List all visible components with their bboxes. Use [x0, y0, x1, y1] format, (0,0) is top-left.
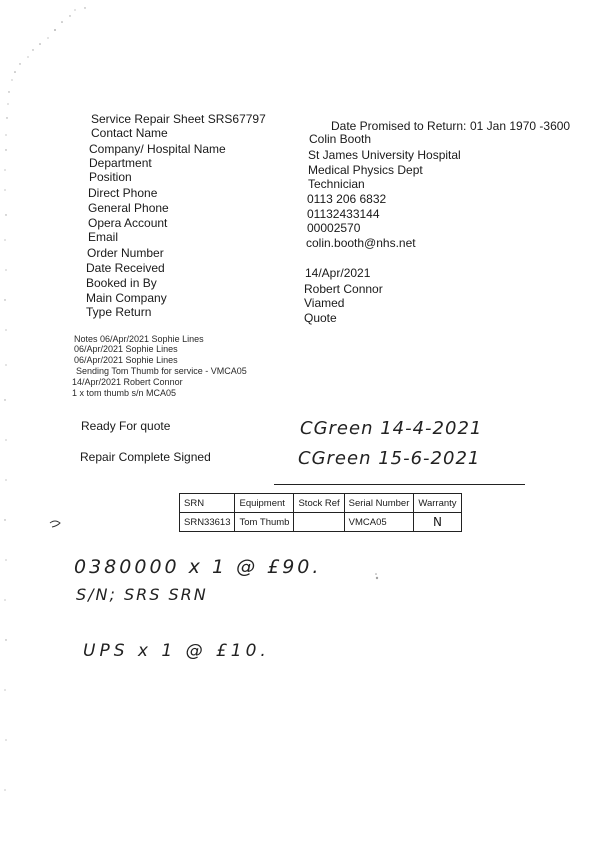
field-label-position: Position	[89, 170, 132, 184]
cell-srn: SRN33613	[180, 513, 235, 532]
field-label-main-company: Main Company	[86, 291, 167, 305]
col-serial-number: Serial Number	[344, 494, 414, 513]
srn-table	[179, 493, 462, 532]
cell-warranty: N	[414, 513, 461, 532]
field-value-date-received: 14/Apr/2021	[305, 266, 371, 280]
promised-label: Date Promised to Return:	[331, 119, 467, 133]
col-srn: SRN	[180, 494, 235, 513]
note-line: 1 x tom thumb s/n MCA05	[72, 388, 177, 398]
field-value-main-company: Viamed	[304, 296, 345, 310]
repair-complete-label: Repair Complete Signed	[80, 450, 211, 464]
promised-value: 01 Jan 1970 -3600	[470, 119, 571, 133]
col-warranty: Warranty	[414, 494, 461, 513]
cell-equipment: Tom Thumb	[235, 513, 294, 532]
cell-stock-ref	[294, 513, 344, 532]
field-label-contact: Contact Name	[91, 126, 168, 140]
field-value-contact: Colin Booth	[309, 132, 372, 146]
field-label-general-phone: General Phone	[88, 201, 169, 215]
col-stock-ref: Stock Ref	[294, 494, 344, 513]
field-label-direct-phone: Direct Phone	[88, 186, 158, 200]
field-label-department: Department	[89, 156, 152, 170]
signoff-rule	[274, 484, 525, 485]
table-row	[180, 513, 462, 532]
field-label-company: Company/ Hospital Name	[89, 142, 226, 156]
handwritten-line: UPS x 1 @ £10.	[83, 641, 270, 661]
note-line: 06/Apr/2021 Sophie Lines	[74, 344, 178, 354]
note-line: 06/Apr/2021 Sophie Lines	[74, 355, 178, 365]
field-value-booked-by: Robert Connor	[304, 282, 383, 296]
cell-serial-number: VMCA05	[344, 513, 414, 532]
note-line: 14/Apr/2021 Robert Connor	[72, 377, 183, 387]
handwritten-line: 0380000 x 1 @ £90.	[74, 556, 322, 578]
field-value-direct-phone: 0113 206 6832	[307, 192, 387, 206]
field-label-opera-account: Opera Account	[88, 216, 168, 230]
field-value-type-return: Quote	[304, 311, 337, 325]
field-label-order-number: Order Number	[87, 246, 164, 260]
field-value-company: St James University Hospital	[308, 148, 461, 162]
field-value-opera-account: 00002570	[307, 221, 361, 235]
field-value-email: colin.booth@nhs.net	[306, 236, 416, 250]
field-label-email: Email	[88, 230, 119, 244]
note-line: Sending Tom Thumb for service - VMCA05	[76, 366, 247, 376]
note-line: Notes 06/Apr/2021 Sophie Lines	[74, 334, 204, 344]
sheet-title: Service Repair Sheet SRS67797	[91, 112, 266, 126]
table-header-row	[180, 494, 462, 513]
col-equipment: Equipment	[235, 494, 294, 513]
ready-for-quote-label: Ready For quote	[81, 419, 171, 433]
ready-signature: CGreen 14-4-2021	[300, 418, 483, 439]
handwritten-line: S/N; SRS SRN	[76, 585, 208, 604]
field-label-type-return: Type Return	[86, 305, 152, 319]
complete-signature: CGreen 15-6-2021	[298, 448, 481, 469]
field-label-date-received: Date Received	[86, 261, 165, 275]
field-value-department: Medical Physics Dept	[308, 163, 423, 177]
field-value-general-phone: 01132433144	[307, 207, 380, 221]
field-label-booked-by: Booked in By	[86, 276, 157, 290]
field-value-position: Technician	[308, 177, 365, 191]
